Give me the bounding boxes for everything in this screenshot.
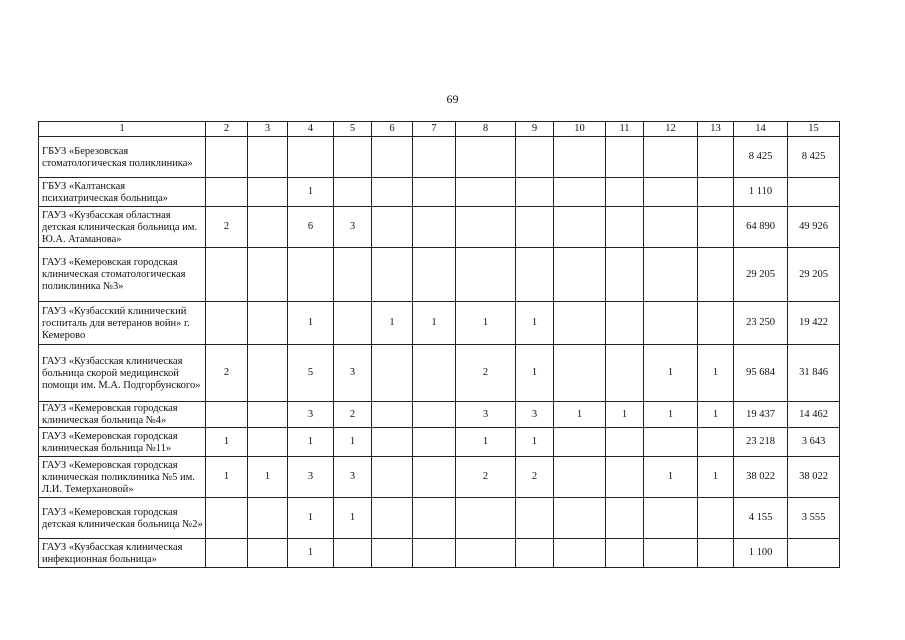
table-cell: 64 890: [734, 207, 788, 248]
table-row: [39, 178, 840, 207]
table-cell: [206, 498, 248, 539]
column-header: 1: [39, 122, 206, 137]
table-cell: 1: [248, 457, 288, 498]
table-cell: 1: [644, 345, 698, 402]
table-cell: [456, 248, 516, 302]
table-cell: 1: [456, 428, 516, 457]
table-cell: 2: [334, 402, 372, 428]
header-row: [39, 122, 840, 137]
table-cell: 1: [698, 457, 734, 498]
table-cell: [248, 428, 288, 457]
table-cell: 95 684: [734, 345, 788, 402]
table-cell: [248, 137, 288, 178]
table-cell: [606, 539, 644, 568]
table-cell: [413, 207, 456, 248]
table-cell: 31 846: [788, 345, 840, 402]
table-cell: 1: [288, 178, 334, 207]
table-cell: 29 205: [788, 248, 840, 302]
table-cell: [248, 498, 288, 539]
table-cell: [372, 402, 413, 428]
table-cell: [413, 457, 456, 498]
table-cell: 3: [334, 345, 372, 402]
table-cell: [372, 207, 413, 248]
table-cell: [288, 248, 334, 302]
table-cell: 1: [606, 402, 644, 428]
table-cell: [334, 539, 372, 568]
table-cell: 1: [288, 428, 334, 457]
table-cell: 8 425: [734, 137, 788, 178]
table-cell: [334, 178, 372, 207]
table-cell: 23 218: [734, 428, 788, 457]
table-cell: [606, 302, 644, 345]
table-cell: [644, 539, 698, 568]
table-cell: [334, 248, 372, 302]
table-cell: [606, 498, 644, 539]
table-cell: [372, 457, 413, 498]
column-header: 13: [698, 122, 734, 137]
table-cell: 1: [372, 302, 413, 345]
column-header: 14: [734, 122, 788, 137]
organization-name: ГБУЗ «Березовская стоматологическая поликлиника»: [39, 137, 206, 178]
table-cell: [248, 248, 288, 302]
organization-name: ГАУЗ «Кузбасская клиническая инфекционная больница»: [39, 539, 206, 568]
table-cell: [413, 178, 456, 207]
table-cell: [698, 498, 734, 539]
table-cell: 49 926: [788, 207, 840, 248]
table-cell: [248, 207, 288, 248]
table-cell: 1: [456, 302, 516, 345]
table-cell: [413, 345, 456, 402]
column-header: 4: [288, 122, 334, 137]
table-cell: [413, 402, 456, 428]
table-row: [39, 498, 840, 539]
data-table: [38, 121, 840, 568]
table-cell: [644, 207, 698, 248]
column-header: 15: [788, 122, 840, 137]
column-header: 5: [334, 122, 372, 137]
table-cell: [516, 498, 554, 539]
table-cell: 3: [288, 457, 334, 498]
column-header: 10: [554, 122, 606, 137]
table-row: [39, 137, 840, 178]
table-cell: 1: [206, 457, 248, 498]
column-header: 2: [206, 122, 248, 137]
column-header: 9: [516, 122, 554, 137]
table-body: [39, 137, 840, 568]
column-header: 11: [606, 122, 644, 137]
table-cell: 2: [516, 457, 554, 498]
column-header: 6: [372, 122, 413, 137]
table-cell: [788, 539, 840, 568]
table-cell: [456, 498, 516, 539]
table-cell: [248, 345, 288, 402]
table-cell: [516, 178, 554, 207]
table-cell: [606, 345, 644, 402]
table-cell: 1: [288, 498, 334, 539]
table-cell: [516, 248, 554, 302]
table-cell: [206, 402, 248, 428]
table-cell: [698, 539, 734, 568]
table-cell: 1: [206, 428, 248, 457]
organization-name: ГАУЗ «Кузбасский клинический госпиталь для ветеранов войн» г. Кемерово: [39, 302, 206, 345]
table-cell: [554, 428, 606, 457]
table-cell: [456, 137, 516, 178]
table-cell: 23 250: [734, 302, 788, 345]
organization-name: ГАУЗ «Кемеровская городская клиническая больница №4»: [39, 402, 206, 428]
table-cell: 3 643: [788, 428, 840, 457]
table-row: [39, 428, 840, 457]
table-cell: [206, 539, 248, 568]
table-cell: [372, 178, 413, 207]
table-cell: [334, 302, 372, 345]
table-cell: 6: [288, 207, 334, 248]
table-cell: [788, 178, 840, 207]
column-header: 7: [413, 122, 456, 137]
table-cell: 19 422: [788, 302, 840, 345]
table-cell: [248, 178, 288, 207]
table-row: [39, 207, 840, 248]
table-cell: [644, 302, 698, 345]
table-cell: 1: [644, 402, 698, 428]
table-cell: 3: [334, 457, 372, 498]
table-cell: [644, 137, 698, 178]
table-cell: [606, 457, 644, 498]
table-cell: [554, 539, 606, 568]
table-cell: [606, 207, 644, 248]
table-cell: [698, 137, 734, 178]
table-cell: [372, 345, 413, 402]
table-cell: [456, 178, 516, 207]
table-cell: 1: [334, 498, 372, 539]
table-cell: [606, 248, 644, 302]
table-cell: [372, 137, 413, 178]
table-cell: [606, 178, 644, 207]
table-cell: 3 555: [788, 498, 840, 539]
table-cell: 2: [206, 207, 248, 248]
table-cell: 4 155: [734, 498, 788, 539]
table-row: [39, 302, 840, 345]
column-header: 3: [248, 122, 288, 137]
organization-name: ГАУЗ «Кузбасская клиническая больница скорой медицинской помощи им. М.А. Подгорбунского»: [39, 345, 206, 402]
table-cell: [606, 428, 644, 457]
table-cell: [554, 302, 606, 345]
table-cell: [554, 137, 606, 178]
table-cell: 3: [288, 402, 334, 428]
column-header: 8: [456, 122, 516, 137]
table-cell: 1: [698, 402, 734, 428]
table-row: [39, 539, 840, 568]
table-cell: [206, 137, 248, 178]
table-cell: 3: [334, 207, 372, 248]
table-cell: [206, 178, 248, 207]
table-cell: [248, 302, 288, 345]
table-cell: [554, 457, 606, 498]
table-cell: 1: [516, 345, 554, 402]
table-cell: [248, 539, 288, 568]
organization-name: ГАУЗ «Кемеровская городская клиническая поликлиника №5 им. Л.И. Темерхановой»: [39, 457, 206, 498]
table-cell: [413, 248, 456, 302]
table-cell: [334, 137, 372, 178]
table-cell: 1: [413, 302, 456, 345]
table-cell: 2: [456, 345, 516, 402]
table-cell: 14 462: [788, 402, 840, 428]
table-cell: 19 437: [734, 402, 788, 428]
table-cell: [372, 539, 413, 568]
table-cell: [413, 498, 456, 539]
table-cell: 3: [456, 402, 516, 428]
table-cell: 1: [288, 302, 334, 345]
table-cell: [288, 137, 334, 178]
table-cell: 1: [334, 428, 372, 457]
organization-name: ГАУЗ «Кемеровская городская детская клиническая больница №2»: [39, 498, 206, 539]
table-cell: [698, 302, 734, 345]
table-cell: [206, 302, 248, 345]
table-cell: [698, 248, 734, 302]
table-cell: [456, 539, 516, 568]
table-cell: [372, 498, 413, 539]
table-row: [39, 402, 840, 428]
table-cell: [554, 207, 606, 248]
organization-name: ГАУЗ «Кузбасская областная детская клиническая больница им. Ю.А. Атаманова»: [39, 207, 206, 248]
table-cell: [554, 248, 606, 302]
table-row: [39, 345, 840, 402]
table-cell: [644, 248, 698, 302]
table-cell: [456, 207, 516, 248]
organization-name: ГАУЗ «Кемеровская городская клиническая стоматологическая поликлиника №3»: [39, 248, 206, 302]
table-cell: [554, 178, 606, 207]
table-cell: [516, 207, 554, 248]
table-cell: 1: [288, 539, 334, 568]
table-cell: 1: [554, 402, 606, 428]
table-cell: [248, 402, 288, 428]
page-number: 69: [446, 92, 459, 106]
table-cell: 1 110: [734, 178, 788, 207]
table-cell: [698, 207, 734, 248]
table-cell: [644, 178, 698, 207]
table-cell: 2: [456, 457, 516, 498]
table-cell: [554, 498, 606, 539]
table-cell: 1: [516, 428, 554, 457]
organization-name: ГБУЗ «Калтанская психиатрическая больница»: [39, 178, 206, 207]
table-cell: 38 022: [788, 457, 840, 498]
table-cell: [413, 539, 456, 568]
table-cell: [372, 428, 413, 457]
table-cell: [516, 539, 554, 568]
table-cell: [644, 498, 698, 539]
table-cell: 8 425: [788, 137, 840, 178]
table-cell: 1: [516, 302, 554, 345]
table-cell: [698, 178, 734, 207]
table-cell: [413, 428, 456, 457]
table-cell: 38 022: [734, 457, 788, 498]
table-cell: [206, 248, 248, 302]
table-cell: [413, 137, 456, 178]
table-row: [39, 248, 840, 302]
table-cell: 3: [516, 402, 554, 428]
table-cell: [554, 345, 606, 402]
table-cell: [698, 428, 734, 457]
table-cell: 5: [288, 345, 334, 402]
table-cell: 1: [698, 345, 734, 402]
table-cell: 1 100: [734, 539, 788, 568]
table-cell: 1: [644, 457, 698, 498]
table-row: [39, 457, 840, 498]
column-header: 12: [644, 122, 698, 137]
organization-name: ГАУЗ «Кемеровская городская клиническая больница №11»: [39, 428, 206, 457]
table-cell: 2: [206, 345, 248, 402]
table-cell: [372, 248, 413, 302]
table-cell: [606, 137, 644, 178]
table-cell: 29 205: [734, 248, 788, 302]
table-cell: [644, 428, 698, 457]
table-cell: [516, 137, 554, 178]
